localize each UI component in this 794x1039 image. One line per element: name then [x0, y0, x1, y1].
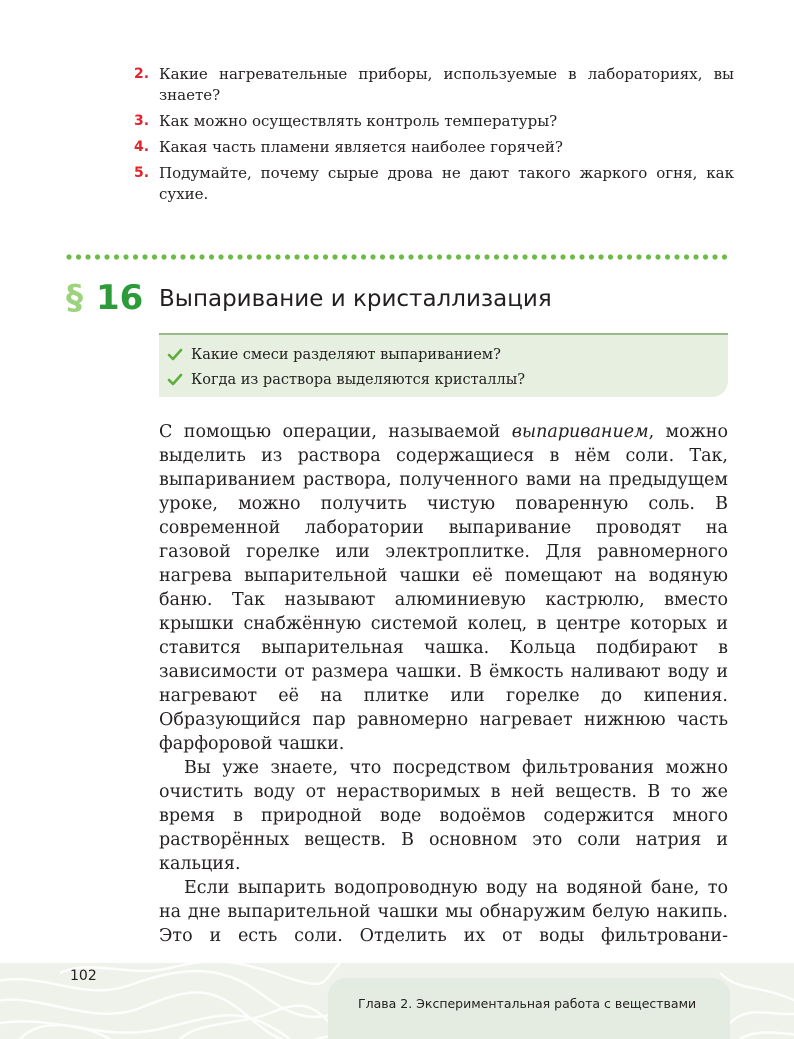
question-item — [134, 137, 734, 158]
divider-dot — [247, 254, 252, 259]
divider-dot — [275, 254, 280, 259]
divider-dot — [389, 254, 394, 259]
divider-dot — [541, 254, 546, 259]
question-text: Как можно осуществлять контроль температуры? — [159, 112, 558, 130]
divider-dot — [437, 254, 442, 259]
divider-dot — [598, 254, 603, 259]
divider-dot — [465, 254, 470, 259]
divider-dot — [503, 254, 508, 259]
divider-dot — [114, 254, 119, 259]
goal-text: Какие смеси разделяют выпариванием? — [191, 347, 501, 363]
divider-dot — [589, 254, 594, 259]
divider-dot — [712, 254, 717, 259]
question-text: Подумайте, почему сырые дрова не дают такого жаркого огня, как сухие. — [159, 164, 734, 203]
divider-dot — [579, 254, 584, 259]
divider-dot — [456, 254, 461, 259]
term-italic: выпариванием — [511, 422, 649, 442]
divider-dot — [342, 254, 347, 259]
divider-dot — [475, 254, 480, 259]
check-icon — [167, 373, 183, 387]
divider-dot — [256, 254, 261, 259]
divider-dot — [551, 254, 556, 259]
divider-dot — [142, 254, 147, 259]
divider-dot — [522, 254, 527, 259]
question-number: 3. — [134, 113, 150, 129]
divider-dot — [646, 254, 651, 259]
question-item — [134, 64, 734, 106]
section-symbol: § — [66, 278, 83, 318]
divider-dot — [294, 254, 299, 259]
divider-dot — [427, 254, 432, 259]
paragraph: Вы уже знаете, что посредством фильтрования можно очистить воду от нерастворимых в ней веществ. В то же время в природной воде водоёмов содержится много растворённых веществ. В основном это соли натрия и кальция. — [159, 758, 728, 874]
divider-dot — [418, 254, 423, 259]
divider-dot — [617, 254, 622, 259]
lesson-goals-box — [159, 333, 728, 397]
question-number: 2. — [134, 66, 150, 82]
divider-dot — [171, 254, 176, 259]
divider-dot — [199, 254, 204, 259]
paragraph-text: С помощью операции, называемой — [159, 422, 512, 442]
divider-dot — [722, 254, 727, 259]
divider-dot — [674, 254, 679, 259]
divider-dot — [627, 254, 632, 259]
question-text: Какие нагревательные приборы, используемые в лабораториях, вы знаете? — [159, 65, 734, 104]
divider-dot — [370, 254, 375, 259]
divider-dot — [190, 254, 195, 259]
divider-dot — [380, 254, 385, 259]
divider-dot — [152, 254, 157, 259]
divider-dot — [76, 254, 81, 259]
paragraph — [159, 420, 728, 756]
paragraph-text: , можно выделить из раствора содержащиеся в нём соли. Так, выпариванием раствора, полученного вами на предыдущем уроке, можно получить чистую поваренную соль. В современной лаборатории выпаривание проводят на газовой горелке или электроплитке. Для равномерного нагрева выпарительной чашки её помещают на водяную баню. Так называют алюминиевую кастрюлю, вместо крышки снабжённую системой колец, в центре которых и ставится выпарительная чашка. Кольца подбирают в зависимости от размера чашки. В ёмкость наливают воду и нагревают её на плитке или горелке до кипения. Образующийся пар равномерно нагревает нижнюю часть фарфоровой чашки. — [159, 422, 728, 754]
paragraph: Если выпарить водопроводную воду на водяной бане, то на дне выпарительной чашки мы обнаружим белую накипь. Это и есть соли. Отделить их от воды фильтровани- — [159, 878, 728, 946]
divider-dot — [304, 254, 309, 259]
divider-dot — [161, 254, 166, 259]
divider-dot — [636, 254, 641, 259]
question-text: Какая часть пламени является наиболее горячей? — [159, 138, 563, 156]
goal-item — [167, 368, 728, 393]
divider-dot — [399, 254, 404, 259]
divider-dot — [285, 254, 290, 259]
chapter-title: Глава 2. Экспериментальная работа с веществами — [358, 996, 697, 1011]
divider-dot — [570, 254, 575, 259]
divider-dot — [104, 254, 109, 259]
divider-dot — [180, 254, 185, 259]
divider-dot — [408, 254, 413, 259]
divider-dot — [85, 254, 90, 259]
section-title: Выпаривание и кристаллизация — [159, 286, 552, 312]
goal-item — [167, 343, 728, 368]
divider-dot — [608, 254, 613, 259]
divider-dot — [95, 254, 100, 259]
divider-dot — [323, 254, 328, 259]
divider-dot — [351, 254, 356, 259]
divider-dot — [532, 254, 537, 259]
divider-dot — [446, 254, 451, 259]
divider-dot — [218, 254, 223, 259]
section-number: 16 — [96, 278, 144, 318]
question-number: 5. — [134, 165, 150, 181]
body-text — [159, 420, 728, 948]
divider-dot — [703, 254, 708, 259]
divider-dot — [484, 254, 489, 259]
dotted-divider — [66, 253, 731, 261]
divider-dot — [332, 254, 337, 259]
divider-dot — [560, 254, 565, 259]
review-questions — [134, 64, 734, 210]
question-item — [134, 111, 734, 132]
check-icon — [167, 348, 183, 362]
question-number: 4. — [134, 139, 150, 155]
divider-dot — [494, 254, 499, 259]
divider-dot — [123, 254, 128, 259]
divider-dot — [209, 254, 214, 259]
goal-text: Когда из раствора выделяются кристаллы? — [191, 372, 526, 388]
chapter-footer — [328, 978, 730, 1039]
divider-dot — [66, 254, 71, 259]
divider-dot — [237, 254, 242, 259]
divider-dot — [228, 254, 233, 259]
divider-dot — [513, 254, 518, 259]
question-item — [134, 163, 734, 205]
divider-dot — [684, 254, 689, 259]
divider-dot — [133, 254, 138, 259]
divider-dot — [266, 254, 271, 259]
divider-dot — [693, 254, 698, 259]
divider-dot — [313, 254, 318, 259]
divider-dot — [665, 254, 670, 259]
divider-dot — [655, 254, 660, 259]
divider-dot — [361, 254, 366, 259]
page-number: 102 — [70, 968, 97, 984]
